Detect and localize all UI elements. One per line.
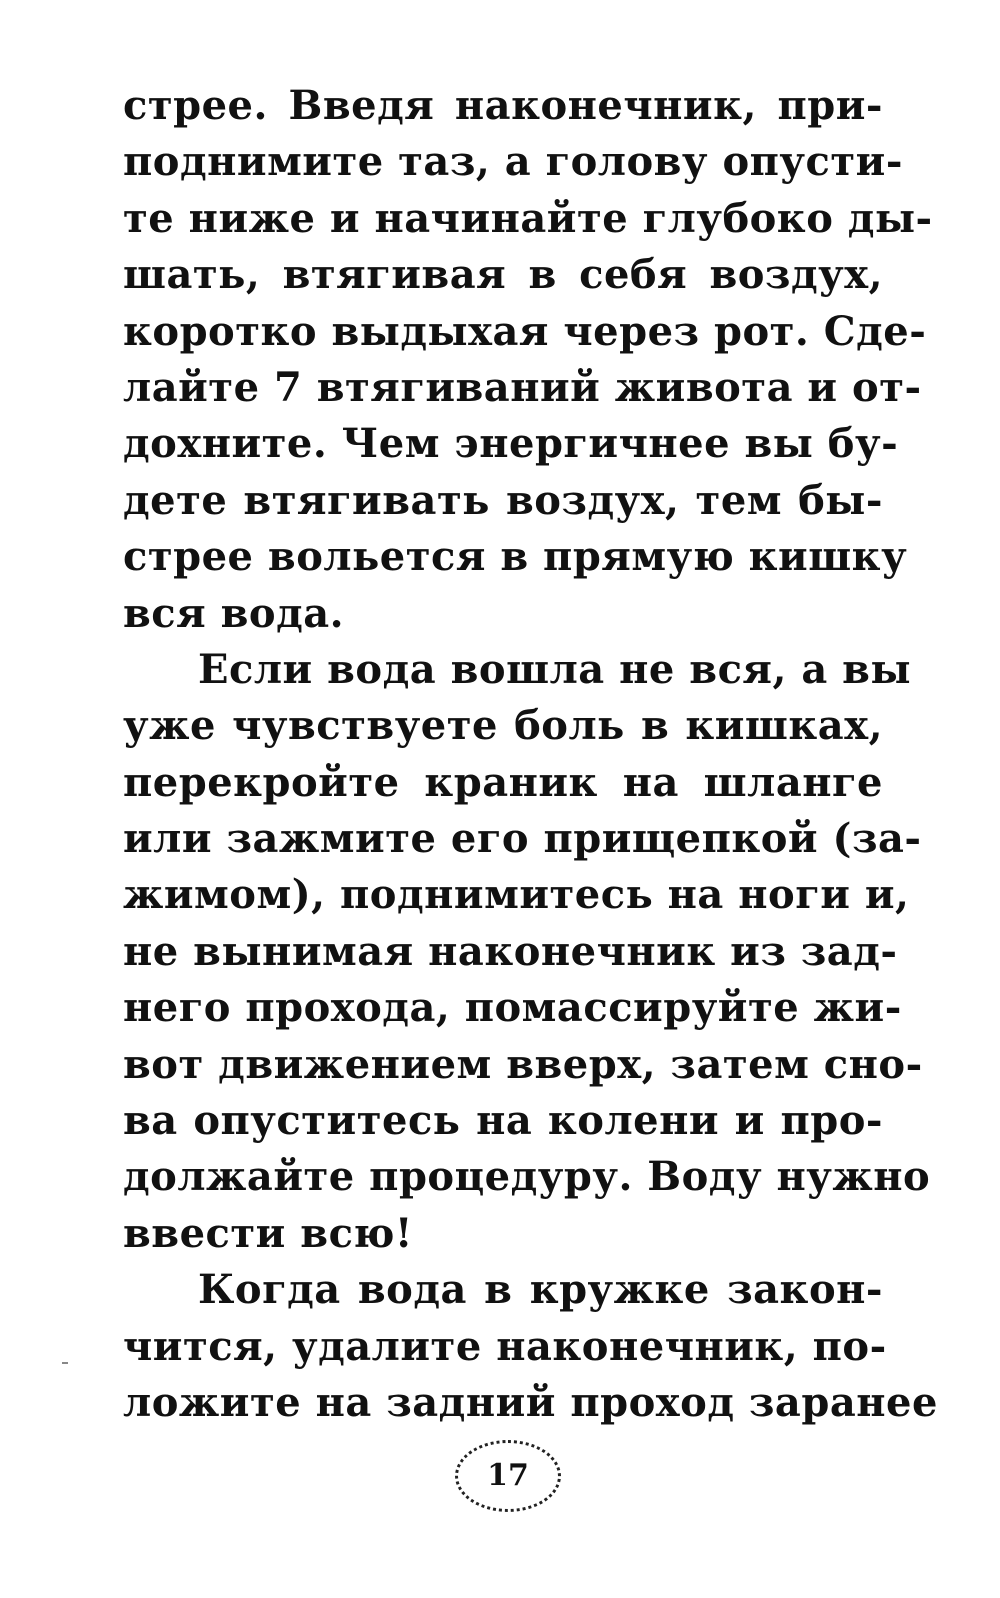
text-line: чится, удалите наконечник, по-: [123, 1322, 887, 1370]
page-number: 17: [487, 1458, 529, 1493]
paragraph-3: [123, 1262, 938, 1431]
text-line: жимом), поднимитесь на ноги и,: [123, 871, 910, 919]
text-line: вся вода.: [123, 589, 345, 637]
text-line: стрее вольется в прямую кишку: [123, 533, 908, 581]
text-line: поднимите таз, а голову опусти-: [123, 138, 903, 186]
text-line: уже чувствуете боль в кишках,: [123, 702, 883, 750]
text-line: ложите на задний проход заранее: [123, 1378, 938, 1426]
text-line: вот движением вверх, затем сно-: [123, 1040, 923, 1088]
paragraph-2: [123, 642, 931, 1262]
text-line: шать, втягивая в себя воздух,: [123, 251, 883, 299]
text-line: перекройте краник на шланге: [123, 758, 883, 806]
text-line: не вынимая наконечник из зад-: [123, 927, 898, 975]
text-line: коротко выдыхая через рот. Сде-: [123, 307, 927, 355]
paragraph-1: [123, 78, 933, 642]
text-line: лайте 7 втягиваний живота и от-: [123, 363, 922, 411]
scan-speck: [62, 1362, 68, 1364]
body-text: [123, 78, 938, 1431]
text-line: должайте процедуру. Воду нужно: [123, 1153, 931, 1201]
text-line: или зажмите его прищепкой (за-: [123, 815, 922, 863]
text-line: ввести всю!: [123, 1209, 413, 1257]
text-line: Когда вода в кружке закон-: [198, 1266, 883, 1314]
text-line: дохните. Чем энергичнее вы бу-: [123, 420, 899, 468]
text-line: Если вода вошла не вся, а вы: [198, 645, 912, 693]
text-line: него прохода, помассируйте жи-: [123, 984, 902, 1032]
text-line: дете втягивать воздух, тем бы-: [123, 476, 883, 524]
text-line: стрее. Введя наконечник, при-: [123, 82, 883, 129]
text-line: ва опуститесь на колени и про-: [123, 1097, 883, 1145]
page-number-badge: [455, 1440, 561, 1512]
text-line: те ниже и начинайте глубоко ды-: [123, 194, 933, 242]
